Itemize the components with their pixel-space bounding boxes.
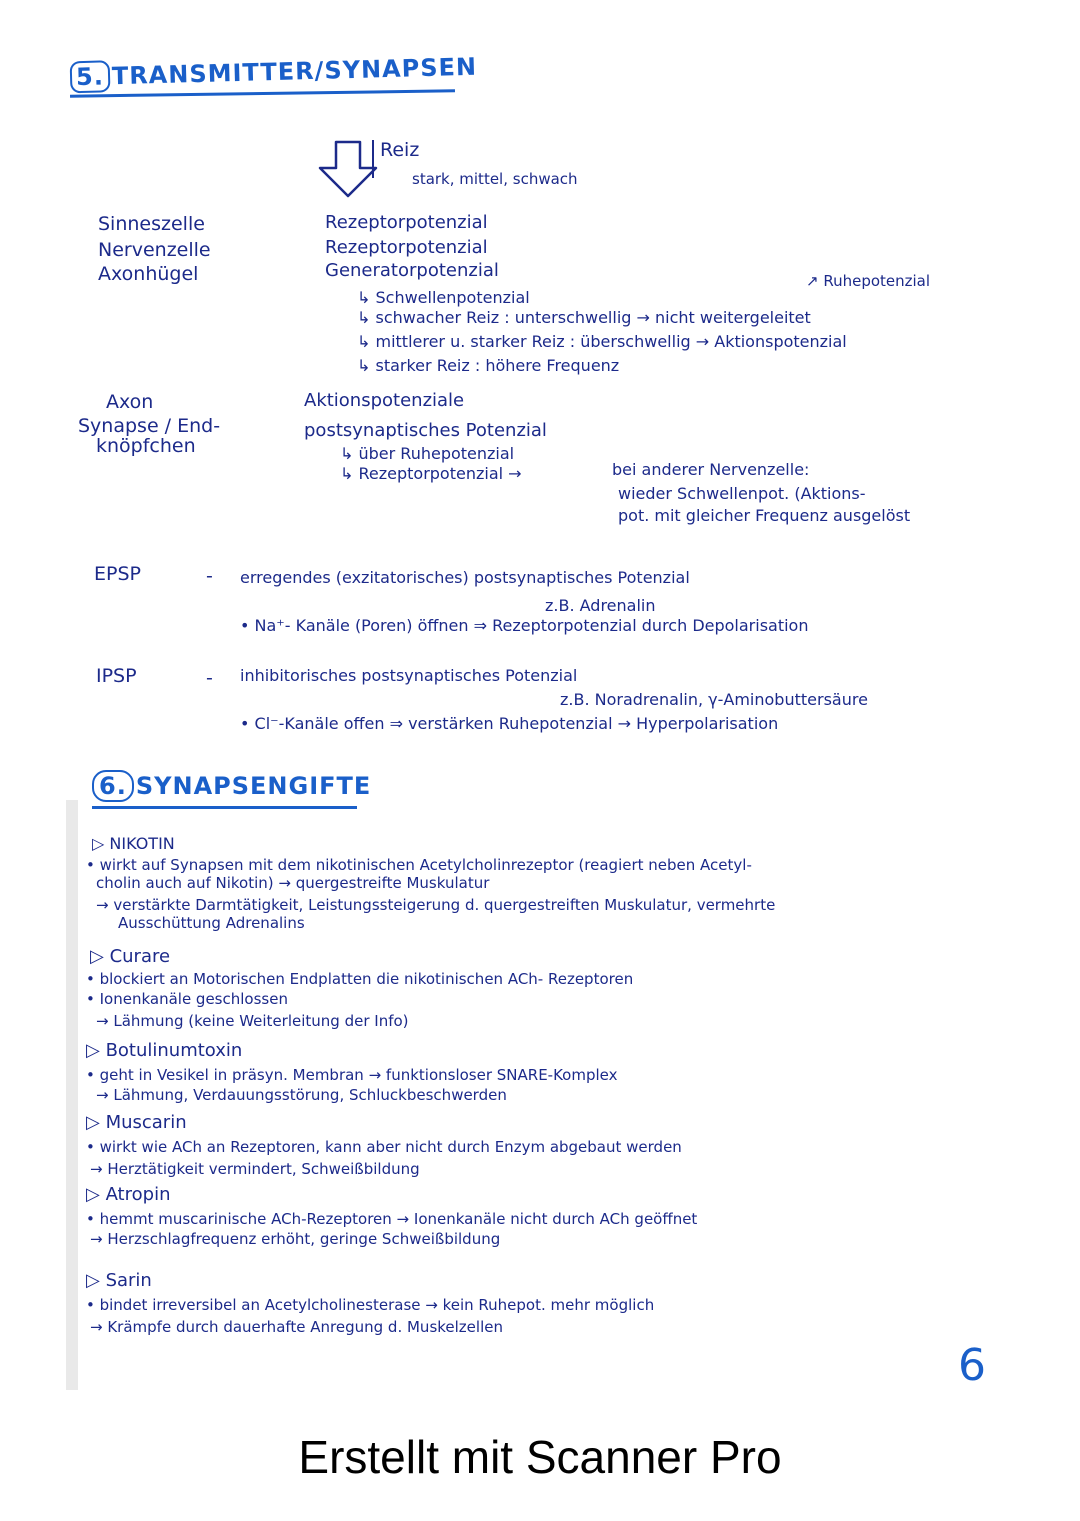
toxin-line: • wirkt auf Synapsen mit dem nikotinischen Acetylcholinrezeptor (reagiert neben Acetyl- (86, 856, 752, 874)
axon-label: Axon (106, 391, 154, 413)
toxin-line: → verstärkte Darmtätigkeit, Leistungssteigerung d. quergestreiften Muskulatur, vermehrte (96, 896, 776, 914)
toxin-name-atropin: ▷ Atropin (86, 1184, 171, 1205)
toxin-line: → Krämpfe durch dauerhafte Anregung d. Muskelzellen (90, 1318, 503, 1336)
section-6-underline (92, 806, 357, 809)
scanner-footer: Erstellt mit Scanner Pro (298, 1431, 782, 1483)
section-6-title: SYNAPSENGIFTE (135, 772, 372, 800)
toxin-line: → Herztätigkeit vermindert, Schweißbildung (90, 1160, 420, 1178)
toxin-line: • hemmt muscarinische ACh-Rezeptoren → Ionenkanäle nicht durch ACh geöffnet (86, 1210, 698, 1228)
section-6-heading (92, 770, 371, 802)
section-5-heading (70, 51, 478, 94)
synapse-label-2: knöpfchen (96, 435, 196, 457)
sub-starker-reiz: ↳ starker Reiz : höhere Frequenz (357, 356, 620, 375)
epsp-bullet: • Na⁺- Kanäle (Poren) öffnen ⇒ Rezeptorpotenzial durch Depolarisation (240, 616, 809, 635)
sub-mittlerer-reiz: ↳ mittlerer u. starker Reiz : überschwellig → Aktionspotenzial (357, 332, 847, 351)
section-5-number: 5. (70, 60, 111, 93)
ipsp-label: IPSP (96, 665, 137, 687)
toxin-line: → Herzschlagfrequenz erhöht, geringe Schweißbildung (90, 1230, 501, 1248)
toxin-name-nikotin: ▷ NIKOTIN (92, 834, 175, 853)
reiz-levels: stark, mittel, schwach (412, 170, 578, 188)
toxin-line: • Ionenkanäle geschlossen (86, 990, 288, 1008)
epsp-dash: - (206, 565, 213, 587)
other-nerve-1: bei anderer Nervenzelle: (612, 460, 810, 479)
toxin-name-sarin: ▷ Sarin (86, 1270, 152, 1291)
ipsp-example: z.B. Noradrenalin, γ-Aminobuttersäure (560, 690, 868, 709)
toxin-line: • bindet irreversibel an Acetylcholinesterase → kein Ruhepot. mehr möglich (86, 1296, 655, 1314)
potential-3: Generatorpotenzial (325, 260, 499, 281)
synapse-label: Synapse / End- (78, 415, 221, 437)
reiz-label: Reiz (380, 139, 420, 161)
page-number: 6 (958, 1340, 986, 1391)
toxin-name-curare: ▷ Curare (90, 946, 171, 967)
toxin-line: • geht in Vesikel in präsyn. Membran → funktionsloser SNARE-Komplex (86, 1066, 618, 1084)
ipsp-dash: - (206, 667, 213, 689)
other-nerve-3: pot. mit gleicher Frequenz ausgelöst (618, 506, 911, 525)
sub-schwellenpotenzial: ↳ Schwellenpotenzial (357, 288, 530, 307)
aktionspotenziale: Aktionspotenziale (304, 390, 465, 411)
down-arrow-icon (318, 140, 378, 200)
toxin-line: • blockiert an Motorischen Endplatten die nikotinischen ACh- Rezeptoren (86, 970, 634, 988)
epsp-label: EPSP (94, 563, 141, 585)
sub-schwacher-reiz: ↳ schwacher Reiz : unterschwellig → nicht weitergeleitet (357, 308, 811, 327)
left-label-sinneszelle: Sinneszelle (98, 213, 205, 235)
ruhepotenzial-note: ↗ Ruhepotenzial (806, 272, 931, 290)
section-6-number: 6. (92, 770, 134, 802)
epsp-definition: erregendes (exzitatorisches) postsynaptisches Potenzial (240, 568, 690, 587)
scan-edge-shadow (66, 800, 78, 1390)
toxin-line: Ausschüttung Adrenalins (118, 914, 305, 932)
toxin-name-muscarin: ▷ Muscarin (86, 1112, 187, 1133)
left-label-axonhuegel: Axonhügel (98, 263, 199, 285)
postsyn-sub-1: ↳ über Ruhepotenzial (340, 444, 515, 463)
toxin-line: • wirkt wie ACh an Rezeptoren, kann aber nicht durch Enzym abgebaut werden (86, 1138, 682, 1156)
ipsp-definition: inhibitorisches postsynaptisches Potenzial (240, 666, 578, 685)
toxin-line: → Lähmung, Verdauungsstörung, Schluckbeschwerden (96, 1086, 507, 1104)
ipsp-bullet: • Cl⁻-Kanäle offen ⇒ verstärken Ruhepotenzial → Hyperpolarisation (240, 714, 779, 733)
potential-1: Rezeptorpotenzial (325, 212, 488, 233)
postsyn-sub-2: ↳ Rezeptorpotenzial → (340, 464, 522, 483)
reiz-bracket (372, 140, 374, 178)
potential-2: Rezeptorpotenzial (325, 237, 488, 258)
postsynaptisches-potenzial: postsynaptisches Potenzial (304, 420, 547, 441)
section-5-title: TRANSMITTER/SYNAPSEN (111, 52, 478, 91)
left-label-nervenzelle: Nervenzelle (98, 239, 211, 261)
epsp-example: z.B. Adrenalin (545, 596, 656, 615)
toxin-line: cholin auch auf Nikotin) → quergestreifte Muskulatur (96, 874, 490, 892)
other-nerve-2: wieder Schwellenpot. (Aktions- (618, 484, 866, 503)
toxin-line: → Lähmung (keine Weiterleitung der Info) (96, 1012, 409, 1030)
toxin-name-botulinumtoxin: ▷ Botulinumtoxin (86, 1040, 243, 1061)
